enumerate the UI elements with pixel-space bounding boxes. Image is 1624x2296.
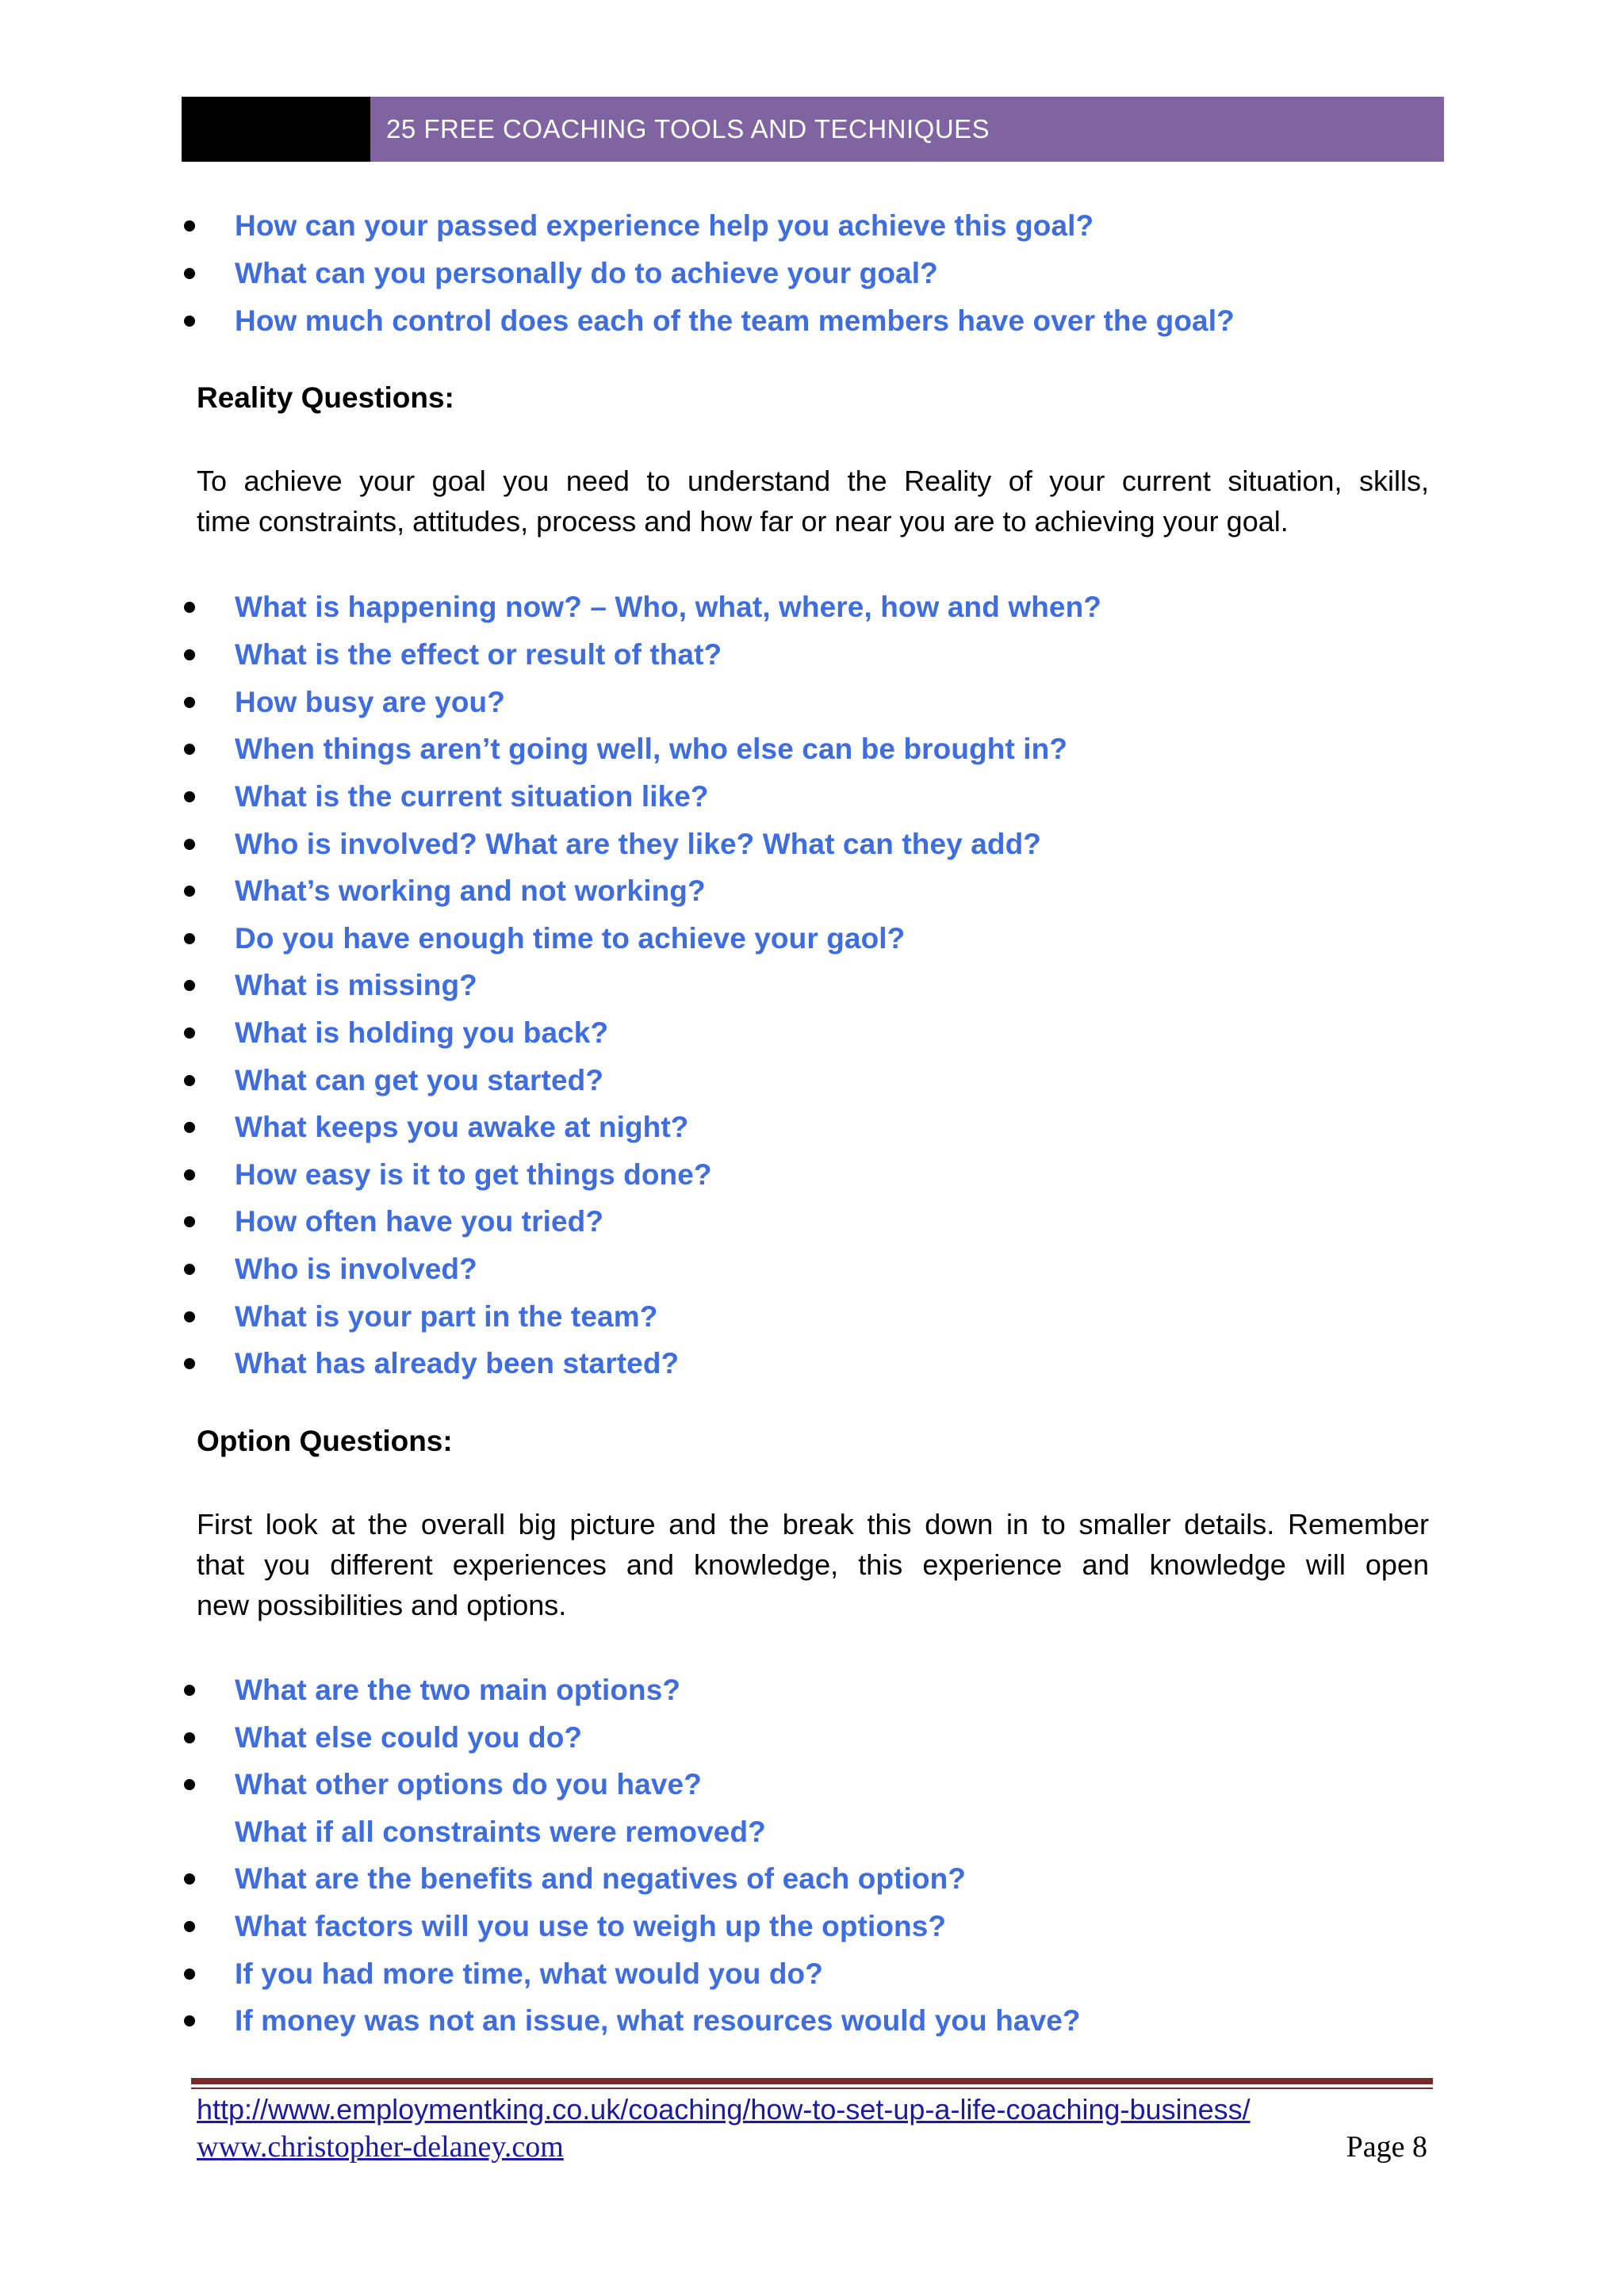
bullet-icon [184,602,195,613]
reality-intro-line-1: To achieve your goal you need to understand the Reality of your current situation, skills, [197,465,1429,497]
bullet-icon [184,1027,195,1039]
footer-rule-thick [191,2078,1433,2084]
option-intro-line-2: that you different experiences and knowledge, this experience and knowledge will open [197,1548,1429,1581]
bullet-icon [184,649,195,660]
header-black-block [182,97,370,162]
header-title: 25 FREE COACHING TOOLS AND TECHNIQUES [370,97,1444,162]
bullet-icon [184,1358,195,1369]
option-heading: Option Questions: [197,1425,453,1457]
bullet-icon [184,980,195,991]
bullet-icon [184,268,195,279]
option-intro-line-3: new possibilities and options. [197,1589,567,1621]
employmentking-link[interactable]: http://www.employmentking.co.uk/coaching/how-to-set-up-a-life-coaching-business/ [197,2093,1251,2126]
bullet-icon [184,697,195,708]
bullet-icon [184,1732,195,1743]
bullet-icon [184,1311,195,1322]
footer-rule-thin [191,2087,1433,2089]
bullet-icon [184,1264,195,1275]
christopher-delaney-link[interactable]: www.christopher-delaney.com [197,2130,564,2164]
bullet-icon [184,886,195,897]
bullet-icon [184,1873,195,1885]
bullet-icon [184,933,195,944]
bullet-icon [184,791,195,802]
bullet-icon [184,1169,195,1181]
bullet-icon [184,2015,195,2026]
option-intro-line-1: First look at the overall big picture and the break this down in to smaller details. Remember [197,1508,1429,1540]
bullet-icon [184,1685,195,1696]
bullet-icon [184,1216,195,1227]
page-number: Page 8 [1346,2130,1427,2164]
reality-intro-line-2: time constraints, attitudes, process and how far or near you are to achieving your goal. [197,505,1289,538]
bullet-icon [184,1122,195,1133]
bullet-icon [184,316,195,327]
bullet-icon [184,1921,195,1932]
reality-heading: Reality Questions: [197,381,454,414]
bullet-icon [184,839,195,850]
bullet-icon [184,220,195,232]
bullet-icon [184,1969,195,1980]
bullet-icon [184,1075,195,1086]
bullet-icon [184,744,195,755]
page-header [182,97,1444,162]
bullet-icon [184,1779,195,1790]
